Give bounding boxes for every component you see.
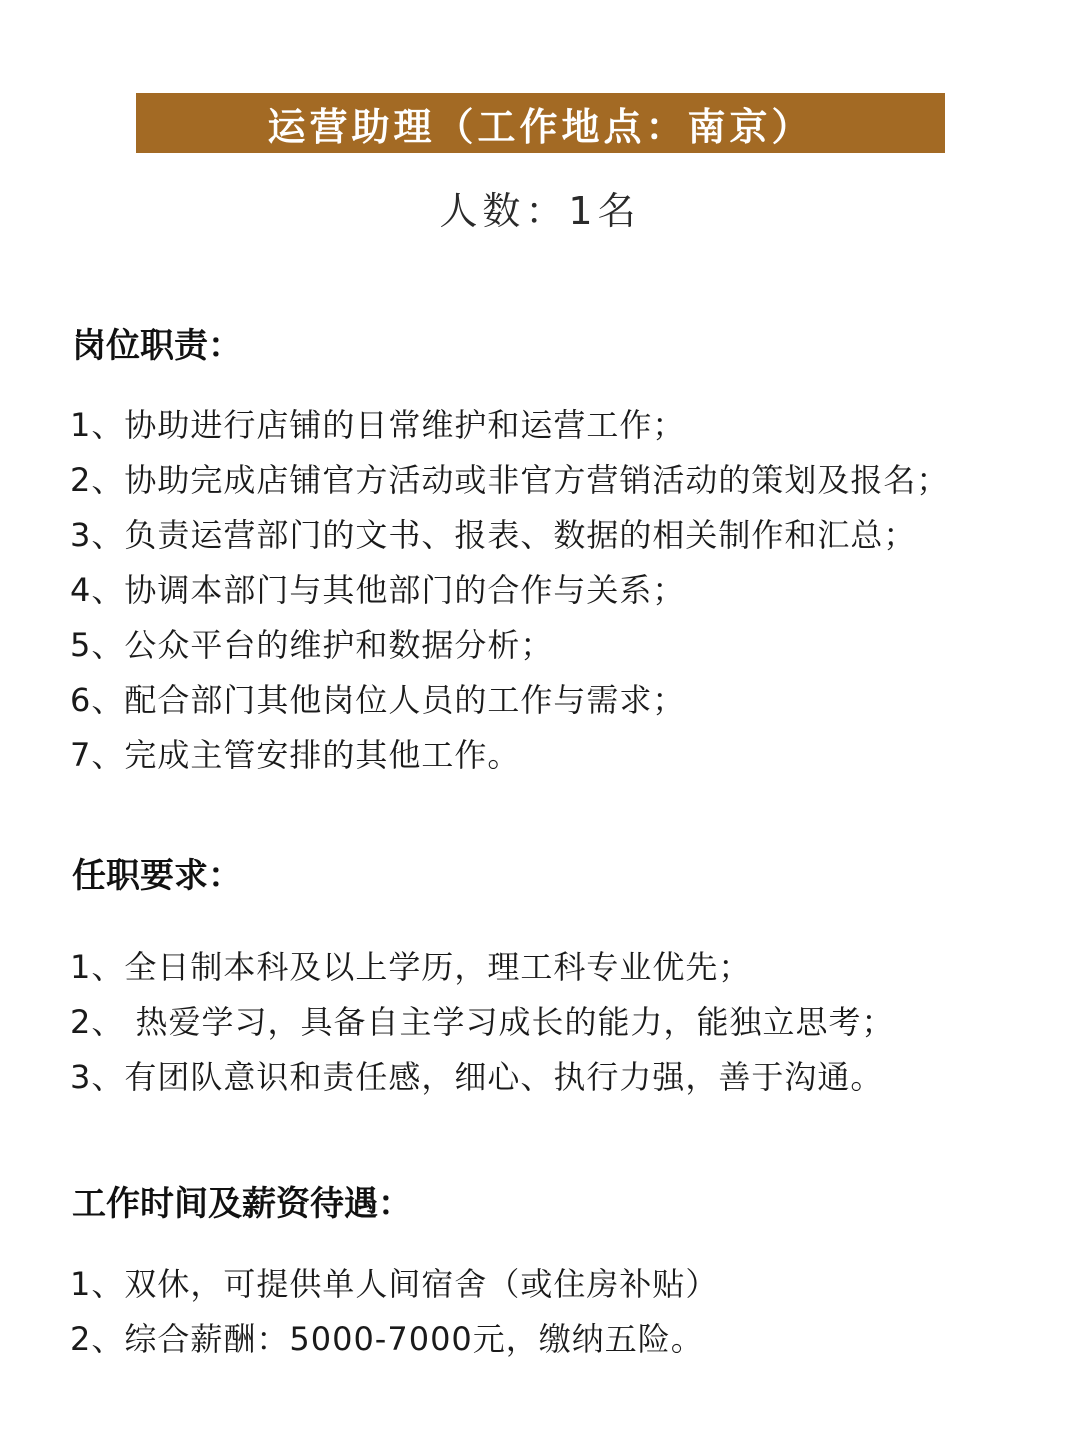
requirements-list	[70, 940, 895, 1105]
list-item: 1、全日制本科及以上学历，理工科专业优先；	[70, 948, 752, 986]
section-heading-requirements: 任职要求：	[72, 856, 242, 896]
list-item: 2、协助完成店铺官方活动或非官方营销活动的策划及报名；	[70, 461, 950, 499]
title-banner	[136, 93, 945, 153]
headcount-text: 人数：1名	[439, 189, 641, 233]
list-item: 3、负责运营部门的文书、报表、数据的相关制作和汇总；	[70, 516, 917, 554]
list-item: 2、 热爱学习，具备自主学习成长的能力，能独立思考；	[70, 1003, 895, 1041]
list-item: 1、双休，可提供单人间宿舍（或住房补贴）	[70, 1265, 719, 1303]
list-item: 5、公众平台的维护和数据分析；	[70, 626, 554, 664]
list-item: 4、协调本部门与其他部门的合作与关系；	[70, 571, 686, 609]
section-heading-duties: 岗位职责：	[72, 326, 242, 366]
duties-list	[70, 398, 949, 783]
page-title: 运营助理（工作地点：南京）	[267, 104, 814, 149]
list-item: 1、协助进行店铺的日常维护和运营工作；	[70, 406, 686, 444]
list-item: 3、有团队意识和责任感，细心、执行力强，善于沟通。	[70, 1058, 884, 1096]
list-item: 7、完成主管安排的其他工作。	[70, 736, 521, 774]
section-heading-hours-salary: 工作时间及薪资待遇：	[72, 1184, 412, 1224]
list-item: 6、配合部门其他岗位人员的工作与需求；	[70, 681, 686, 719]
list-item: 2、综合薪酬：5000-7000元，缴纳五险。	[70, 1320, 704, 1358]
hours-salary-list	[70, 1257, 718, 1367]
